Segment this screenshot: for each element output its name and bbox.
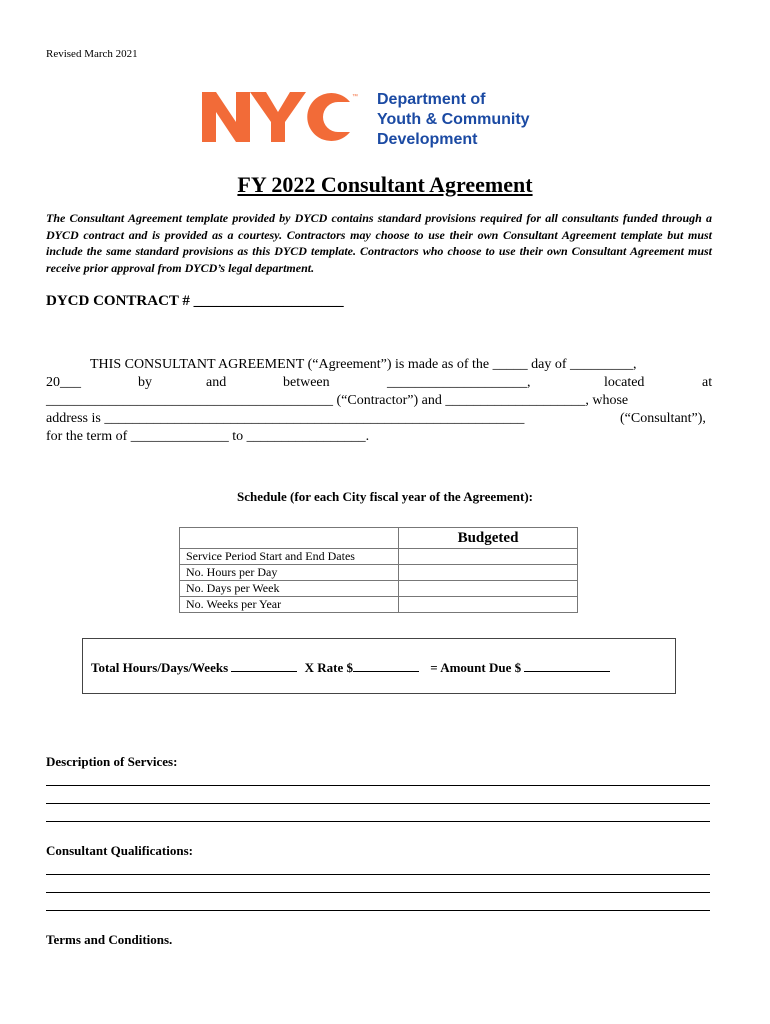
rate-label: X Rate $ [304,660,354,675]
document-title: FY 2022 Consultant Agreement [237,172,533,197]
schedule-table [179,527,578,613]
qualifications-line[interactable] [46,910,710,911]
agreement-line-1: THIS CONSULTANT AGREEMENT (“Agreement”) is made as of the _____ day of _________, [90,357,637,372]
nyc-logo [200,88,370,146]
total-calculation-box [82,638,676,694]
row-label: No. Weeks per Year [180,597,399,613]
row-label: Service Period Start and End Dates [180,549,399,565]
description-line[interactable] [46,821,710,822]
contract-number-label: DYCD CONTRACT # ____________________ [46,293,344,309]
agreement-party-blank: ____________________, [387,375,531,390]
amount-due-field[interactable] [524,659,610,672]
budgeted-cell[interactable] [399,597,578,613]
agreement-address: address is ____________________________________________________________ [46,411,525,426]
department-name [377,90,530,150]
total-hours-field[interactable] [231,659,297,672]
qualifications-line[interactable] [46,892,710,893]
agreement-between: between [283,375,330,390]
agreement-term: for the term of ______________ to _________________. [46,429,370,444]
agreement-consultant: (“Consultant”), [620,411,706,426]
budgeted-header: Budgeted [399,528,578,549]
table-row [180,549,578,565]
revision-date: Revised March 2021 [46,48,138,60]
description-heading: Description of Services: [46,754,178,769]
table-header-row [180,528,578,549]
dept-line-2: Youth & Community [377,111,530,128]
total-hours-label: Total Hours/Days/Weeks [91,660,229,675]
table-row [180,581,578,597]
terms-heading: Terms and Conditions. [46,932,173,947]
table-row [180,565,578,581]
budgeted-cell[interactable] [399,581,578,597]
row-label: No. Hours per Day [180,565,399,581]
table-row [180,597,578,613]
agreement-at: at [702,375,713,390]
schedule-label: Schedule (for each City fiscal year of the Agreement): [236,489,534,504]
description-line[interactable] [46,803,710,804]
agreement-and: and [206,375,227,390]
agreement-paragraph [46,356,714,446]
agreement-year: 20___ [46,375,81,390]
description-line[interactable] [46,785,710,786]
agreement-line-3: _________________________________________ (“Contractor”) and ____________________, whose [46,393,629,408]
agreement-located: located [604,375,645,390]
budgeted-cell[interactable] [399,549,578,565]
rate-field[interactable] [353,659,419,672]
dept-line-1: Department of [377,91,486,108]
dept-line-3: Development [377,131,478,148]
budgeted-cell[interactable] [399,565,578,581]
row-label: No. Days per Week [180,581,399,597]
qualifications-line[interactable] [46,874,710,875]
total-calculation-line [91,659,610,676]
agreement-by: by [138,375,152,390]
svg-text:™: ™ [352,94,358,100]
table-header-empty [180,528,399,549]
intro-paragraph: The Consultant Agreement template provided by DYCD contains standard provisions required for all consultants funded through a DYCD contract and is provided as a courtesy. Contractors may choose to use their own Consultant Agreement template but must include the same standard provisions as this DYCD template. Contractors who choose to use their own Consultant Agreement must receive prior approval from DYCD’s legal department. [46,211,712,275]
amount-due-label: = Amount Due $ [430,660,522,675]
qualifications-heading: Consultant Qualifications: [46,843,193,858]
